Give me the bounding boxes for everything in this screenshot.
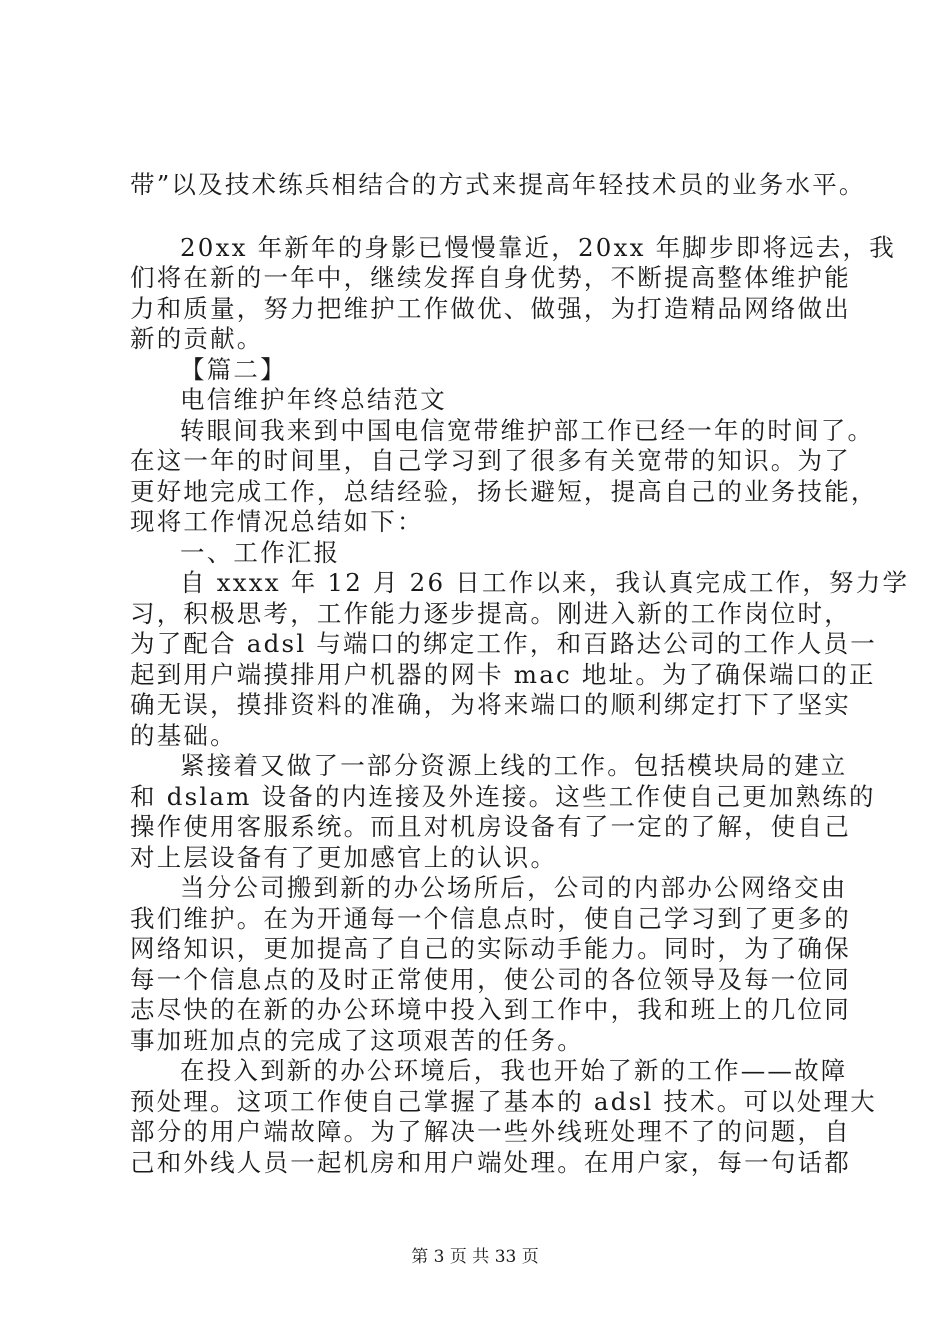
text-line: 志尽快的在新的办公环境中投入到工作中，我和班上的几位同 [130, 995, 851, 1024]
text-line: 新的贡献。 [130, 324, 264, 353]
section-heading: 【篇二】 [180, 354, 287, 384]
text-line: 习，积极思考，工作能力逐步提高。刚进入新的工作岗位时， [130, 598, 851, 628]
text-line: 更好地完成工作，总结经验，扬长避短，提高自己的业务技能， [130, 476, 878, 506]
text-line: 转眼间我来到中国电信宽带维护部工作已经一年的时间了。 [180, 415, 875, 445]
text-line: 20xx 年新年的身影已慢慢靠近，20xx 年脚步即将远去，我 [180, 232, 896, 262]
document-body [130, 170, 910, 1178]
paragraph-gap [130, 201, 830, 233]
text-line: 紧接着又做了一部分资源上线的工作。包括模块局的建立 [180, 751, 848, 780]
text-line: 在这一年的时间里，自己学习到了很多有关宽带的知识。为了 [130, 446, 851, 475]
text-line: 的基础。 [130, 720, 237, 750]
text-line: 起到用户端摸排用户机器的网卡 mac 地址。为了确保端口的正 [130, 659, 876, 689]
text-line: 当分公司搬到新的办公场所后，公司的内部办公网络交由 [180, 873, 848, 902]
text-line: 己和外线人员一起机房和用户端处理。在用户家，每一句话都 [130, 1147, 851, 1177]
text-line: 预处理。这项工作使自己掌握了基本的 adsl 技术。可以处理大 [130, 1086, 877, 1116]
text-line: 部分的用户端故障。为了解决一些外线班处理不了的问题，自 [130, 1117, 851, 1146]
text-line: 为了配合 adsl 与端口的绑定工作，和百路达公司的工作人员一 [130, 629, 877, 658]
text-line: 现将工作情况总结如下： [130, 507, 424, 536]
document-title: 电信维护年终总结范文 [180, 385, 447, 414]
text-line: 们将在新的一年中，继续发挥自身优势，不断提高整体维护能 [130, 263, 851, 292]
text-line: 我们维护。在为开通每一个信息点时，使自己学习到了更多的 [130, 903, 851, 933]
text-line: 操作使用客服系统。而且对机房设备有了一定的了解，使自己 [130, 812, 851, 841]
text-line: 力和质量，努力把维护工作做优、做强，为打造精品网络做出 [130, 293, 851, 323]
text-line: 在投入到新的办公环境后，我也开始了新的工作——故障 [180, 1056, 848, 1085]
text-line: 和 dslam 设备的内连接及外连接。这些工作使自己更加熟练的 [130, 781, 876, 811]
text-line: 对上层设备有了更加感官上的认识。 [130, 842, 558, 872]
text-line: 自 xxxx 年 12 月 26 日工作以来，我认真完成工作，努力学 [180, 568, 910, 597]
text-line: 网络知识，更加提高了自己的实际动手能力。同时，为了确保 [130, 934, 851, 963]
text-line: 事加班加点的完成了这项艰苦的任务。 [130, 1025, 584, 1055]
text-line: 确无误，摸排资料的准确，为将来端口的顺利绑定打下了坚实 [130, 690, 851, 719]
text-line: 每一个信息点的及时正常使用，使公司的各位领导及每一位同 [130, 964, 851, 994]
text-line: 带”以及技术练兵相结合的方式来提高年轻技术员的业务水平。 [130, 170, 866, 199]
subsection-heading: 一、工作汇报 [180, 537, 341, 567]
page-number-footer: 第 3 页 共 33 页 [411, 1247, 539, 1267]
